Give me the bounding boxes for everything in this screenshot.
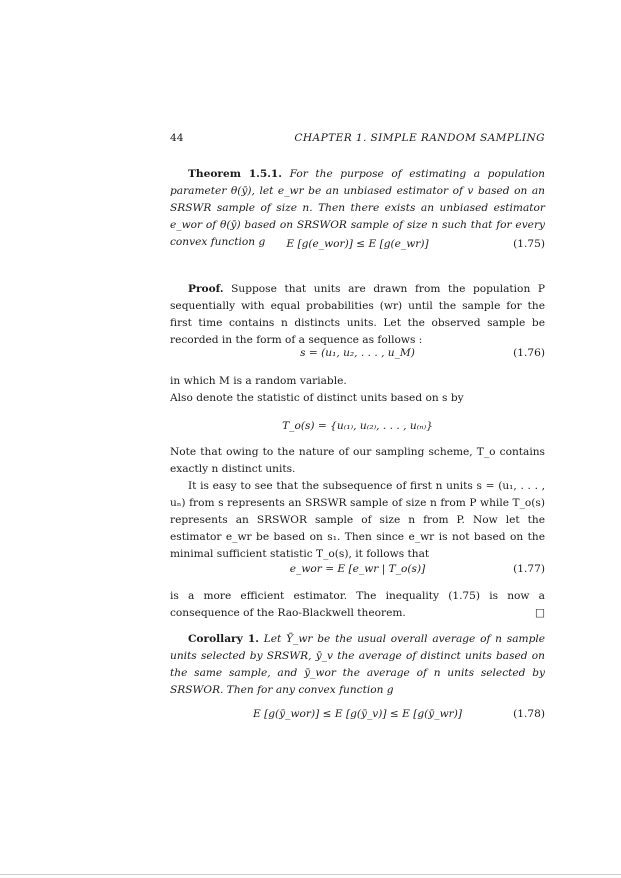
paragraph-text: is a more efficient estimator. The inequality (1.75) is now a consequence of the Rao-Blackwell theorem. [170,590,545,619]
equation-expression: E [g(e_wor)] ≤ E [g(e_wr)] [286,238,429,250]
paragraph-note [170,444,545,563]
equation-expression: e_wor = E [e_wr | T_o(s)] [289,563,426,575]
equation-1-77 [170,561,545,578]
paragraph-text: Also denote the statistic of distinct units based on s by [170,392,464,404]
paragraph-efficient [170,588,545,622]
paragraph-random-variable [170,373,545,407]
proof-block [170,281,545,349]
theorem-label: Theorem 1.5.1. [188,168,282,180]
theorem-body: For the purpose of estimating a population parameter θ(ȳ), let e_wr be an unbiased estimator of v based on an SRSWR sample of size n. Then there exists an unbiased estimator e_wor of θ(ȳ) based on SRSWOR sample of size n such that for every convex function g [170,168,545,248]
corollary-body: Let Ȳ_wr be the usual overall average of n sample units selected by SRSWR, ȳ_v the average of distinct units based on the same sample, and ȳ_wor the average of n units selected by SRSWOR. Then for any convex function g [170,633,546,696]
equation-number: (1.77) [513,563,545,575]
equation-expression: s = (u₁, u₂, . . . , u_M) [300,347,415,359]
equation-expression: E [g(ȳ_wor)] ≤ E [g(ȳ_v)] ≤ E [g(ȳ_wr)] [253,708,462,720]
equation-1-75 [170,236,545,253]
corollary-block [170,631,545,699]
bottom-edge-line [0,874,621,875]
proof-body: Suppose that units are drawn from the population P sequentially with equal probabilities (wr) until the sample for the first time contains n distincts units. Let the observed sample be recorded in the form of a sequence as follows : [170,283,545,346]
running-header [170,130,545,147]
paragraph-text: in which M is a random variable. [170,375,347,387]
proof-label: Proof. [188,283,224,295]
qed-symbol: □ [534,607,545,619]
equation-number: (1.78) [513,708,545,720]
page-number: 44 [170,132,184,144]
paragraph-text: It is easy to see that the subsequence of first n units s = (u₁, . . . , uₙ) from s represents an SRSWR sample of size n from P while T_o(s) represents an SRSWOR sample of size n from P. Now let the estimator e_wr be based on s₁. Then since e_wr is not based on the minimal sufficient statistic T_o(s), it follows that [170,480,545,560]
equation-to [170,418,545,435]
chapter-title: CHAPTER 1. SIMPLE RANDOM SAMPLING [294,132,545,144]
equation-1-78 [170,706,545,723]
paragraph-text: Note that owing to the nature of our sampling scheme, T_o contains exactly n distinct units. [170,446,545,475]
equation-number: (1.76) [513,347,545,359]
equation-number: (1.75) [513,238,545,250]
corollary-label: Corollary 1. [188,633,259,645]
equation-1-76 [170,345,545,362]
equation-expression: T_o(s) = {u₍₁₎, u₍₂₎, . . . , u₍ₙ₎} [282,420,433,432]
